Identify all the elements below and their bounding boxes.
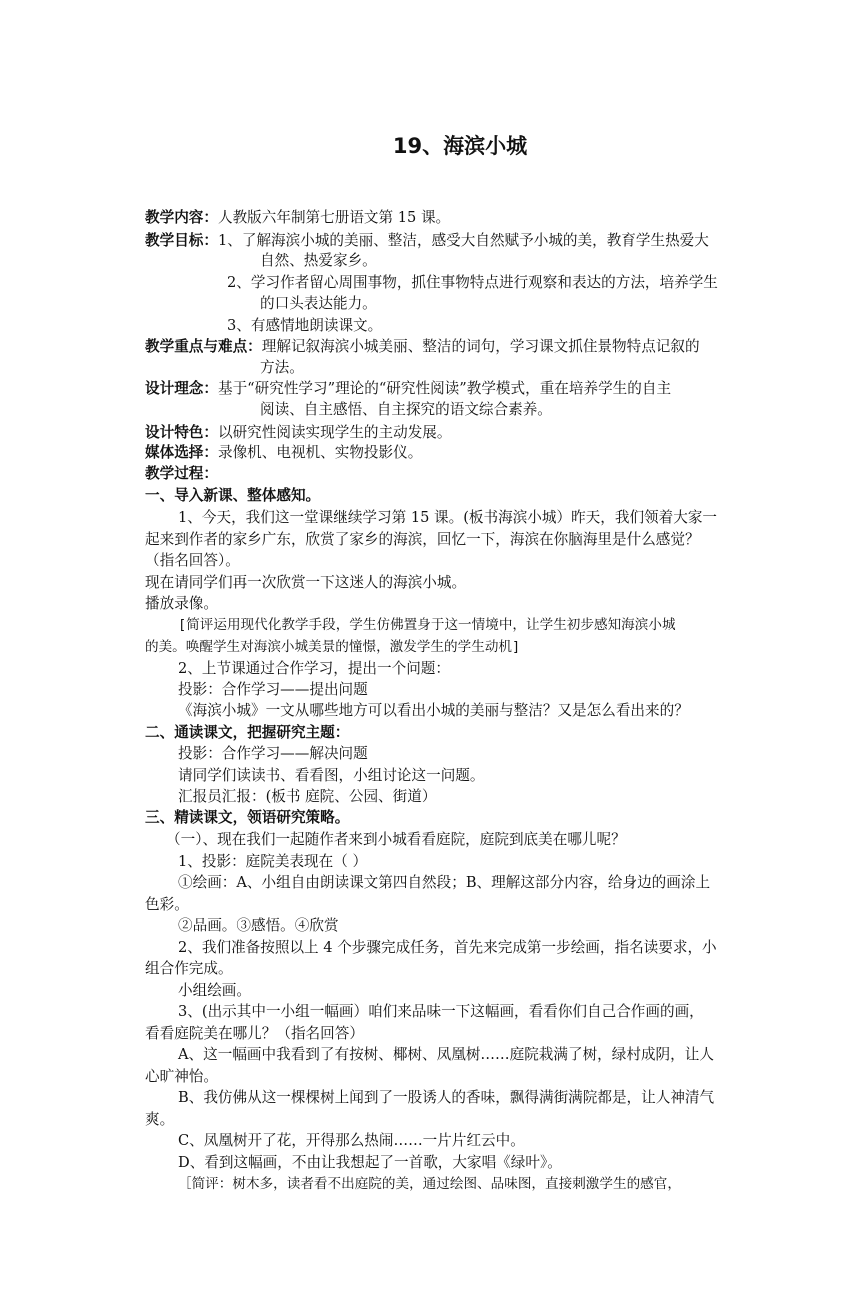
paragraph: 色彩。: [145, 896, 189, 913]
comment-note: 的美。唤醒学生对海滨小城美景的憧憬，激发学生的学生动机]: [145, 639, 521, 655]
feature-text: 以研究性阅读实现学生的主动发展。: [217, 424, 452, 441]
paragraph: 播放录像。: [145, 595, 218, 612]
paragraph: 投影：合作学习——提出问题: [178, 681, 368, 698]
media-text: 录像机、电视机、实物投影仪。: [217, 444, 423, 461]
goal-1-line-2: 自然、热爱家乡。: [260, 252, 377, 269]
goal-2-line-1: 2、学习作者留心周围事物，抓住事物特点进行观察和表达的方法，培养学生: [227, 274, 718, 291]
section-2-heading: 二、通读课文，把握研究主题：: [145, 724, 350, 741]
key-text-1: 理解记叙海滨小城美丽、整洁的词句，学习课文抓住景物特点记叙的: [261, 338, 700, 355]
paragraph: 请同学们读读书、看看图，小组讨论这一问题。: [178, 767, 485, 784]
content-line: [145, 208, 450, 228]
goal-3: 3、有感情地朗读课文。: [227, 317, 383, 334]
paragraph: B、我仿佛从这一棵棵树上闻到了一股诱人的香味，飘得满街满院都是，让人神清气: [178, 1089, 715, 1106]
key-line: [145, 337, 700, 357]
key-text-2: 方法。: [260, 359, 304, 376]
content-label: 教学内容：: [145, 209, 218, 226]
paragraph: 1、今天，我们这一堂课继续学习第 15 课。(板书海滨小城）昨天，我们领着大家一: [178, 509, 718, 526]
paragraph: 心旷神怡。: [145, 1068, 218, 1085]
paragraph: 组合作完成。: [145, 960, 233, 977]
paragraph: 2、我们准备按照以上 4 个步骤完成任务，首先来完成第一步绘画，指名读要求，小: [178, 939, 717, 956]
goal-1-line-1: 1、了解海滨小城的美丽、整洁，感受大自然赋予小城的美，教育学生热爱大: [217, 232, 709, 249]
paragraph: A、这一幅画中我看到了有按树、椰树、凤凰树……庭院栽满了树，绿村成阴，让人: [178, 1046, 714, 1063]
paragraph: 投影：合作学习——解决问题: [178, 745, 368, 762]
idea-text-1: 基于“研究性学习”理论的“研究性阅读”教学模式，重在培养学生的自主: [217, 380, 672, 397]
media-label: 媒体选择：: [145, 444, 218, 461]
paragraph: 小组绘画。: [178, 982, 251, 999]
paragraph: 1、投影：庭院美表现在（ ）: [178, 853, 368, 870]
comment-note: ［简评：树木多，读者看不出庭院的美，通过绘图、品味图，直接刺激学生的感官，: [178, 1176, 681, 1192]
process-label: 教学过程：: [145, 465, 218, 482]
feature-label: 设计特色：: [145, 424, 218, 441]
goals-line: [145, 231, 709, 251]
goal-2-line-2: 的口头表达能力。: [260, 295, 377, 312]
paragraph: 现在请同学们再一次欣赏一下这迷人的海滨小城。: [145, 574, 467, 591]
paragraph: 看看庭院美在哪儿？（指名回答）: [145, 1025, 364, 1042]
paragraph: 《海滨小城》一文从哪些地方可以看出小城的美丽与整洁？又是怎么看出来的？: [178, 702, 689, 719]
paragraph: ①绘画：A、小组自由朗读课文第四自然段；B、理解这部分内容，给身边的画涂上: [178, 874, 711, 891]
media-line: [145, 443, 422, 463]
page-title: 19、海滨小城: [392, 134, 528, 158]
idea-label: 设计理念：: [145, 380, 218, 397]
paragraph: D、看到这幅画，不由让我想起了一首歌，大家唱《绿叶》。: [178, 1154, 562, 1171]
paragraph: ②品画。③感悟。④欣赏: [178, 917, 339, 934]
paragraph: 起来到作者的家乡广东，欣赏了家乡的海滨，回忆一下，海滨在你脑海里是什么感觉？: [145, 531, 700, 548]
key-label: 教学重点与难点：: [145, 338, 262, 355]
comment-note: [简评运用现代化教学手段，学生仿佛置身于这一情境中，让学生初步感知海滨小城: [178, 617, 676, 633]
section-3-heading: 三、精读课文，领语研究策略。: [145, 809, 350, 826]
content-text: 人教版六年制第七册语文第 15 课。: [217, 209, 451, 226]
paragraph: 3、(出示其中一小组一幅画）咱们来品味一下这幅画，看看你们自己合作画的画，: [178, 1003, 704, 1020]
paragraph: （指名回答）。: [145, 552, 240, 569]
idea-text-2: 阅读、自主感悟、自主探究的语文综合素养。: [260, 401, 552, 418]
paragraph: 2、上节课通过合作学习，提出一个问题：: [178, 660, 450, 677]
paragraph: 汇报员汇报：(板书 庭院、公园、街道）: [178, 788, 437, 805]
paragraph: （一）、现在我们一起随作者来到小城看看庭院，庭院到底美在哪儿呢？: [166, 831, 626, 848]
section-1-heading: 一、导入新课、整体感知。: [145, 487, 321, 504]
paragraph: 爽。: [145, 1111, 175, 1128]
feature-line: [145, 423, 452, 443]
paragraph: C、凤凰树开了花，开得那么热闹……一片片红云中。: [178, 1132, 525, 1149]
goals-label: 教学目标：: [145, 232, 218, 249]
idea-line: [145, 379, 671, 399]
